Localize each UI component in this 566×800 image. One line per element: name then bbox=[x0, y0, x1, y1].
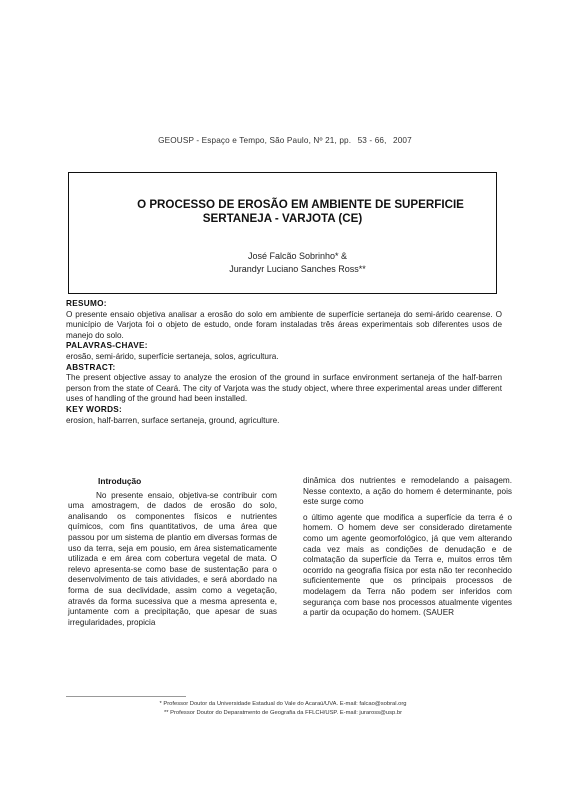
abstract-label: ABSTRACT: bbox=[66, 362, 116, 372]
keywords-label: KEY WORDS: bbox=[66, 404, 123, 414]
right-column bbox=[303, 476, 512, 619]
author-2: Jurandyr Luciano Sanches Ross** bbox=[229, 263, 366, 274]
section-title-introducao: Introdução bbox=[98, 476, 142, 486]
footnotes bbox=[0, 700, 566, 718]
palavras-chave-text: erosão, semi-árido, superfície sertaneja, solos, agricultura. bbox=[66, 351, 279, 361]
right-column-quote: o último agente que modifica a superfície da terra é o homem. O homem deve ser considerado diretamente como um agente geomorfológico, já que vem alterando cada vez mais as condições de denudação e de colmatação da superfície da Terra e, muitos erros têm ocorrido na geografia física por esta não ter reconhecido suficientemente que os principais processos de modelagem da Terra não podem ser inferidos com segurança com base nos processos atualmente vigentes a partir da ocupação do homem. (SAUER bbox=[303, 512, 512, 618]
keywords-text: erosion, half-barren, surface sertaneja, ground, agriculture. bbox=[66, 415, 280, 425]
footnote-1: * Professor Doutor da Universidade Estadual do Vale do Acaraú/UVA. E-mail: falcao@sobral.org bbox=[159, 701, 407, 707]
page-range: 53 - 66, bbox=[357, 136, 387, 145]
footnote-divider bbox=[66, 696, 186, 697]
footnote-2: ** Professor Doutor do Deparatmento de Geografia da FFLCH/USP. E-mail: juraross@usp.br bbox=[163, 710, 403, 716]
abstract-text: The present objective assay to analyze the erosion of the ground in surface environment sertaneja of the half-barren person from the state of Ceará. The city of Varjota was the study object, where three experimental areas under different uses of handling of the ground had been installed. bbox=[66, 373, 502, 404]
resumo-label: RESUMO: bbox=[66, 299, 107, 308]
left-column bbox=[68, 476, 277, 628]
palavras-chave-label: PALAVRAS-CHAVE: bbox=[66, 341, 148, 351]
title-box bbox=[68, 172, 497, 294]
title-line-1: O PROCESSO DE EROSÃO EM AMBIENTE DE SUPERFICIE bbox=[137, 198, 464, 211]
paper-title bbox=[69, 198, 496, 226]
abstract-block bbox=[66, 299, 502, 426]
publication-year: 2007 bbox=[393, 136, 412, 145]
right-column-paragraph-1: dinâmica dos nutrientes e remodelando a paisagem. Nesse contexto, a ação do homem é determinante, pois este surge como bbox=[303, 476, 512, 507]
author-1: José Falcão Sobrinho* & bbox=[247, 251, 348, 261]
author-list bbox=[69, 250, 496, 275]
journal-citation: GEOUSP - Espaço e Tempo, São Paulo, Nº 21, pp. bbox=[158, 136, 352, 145]
title-line-2: SERTANEJA - VARJOTA (CE) bbox=[202, 212, 363, 225]
resumo-text: O presente ensaio objetiva analisar a erosão do solo em ambiente de superfície sertaneja do semi-árido cearense. O município de Varjota foi o objeto de estudo, onde foram instaladas três áreas experimentais sob diferentes usos de manejo do solo. bbox=[66, 309, 502, 340]
journal-header bbox=[0, 136, 566, 145]
left-column-paragraph: No presente ensaio, objetiva-se contribuir com uma amostragem, de dados de erosão do solo, analisando os componentes físicos e nutrientes químicos, com fins quantitativos, de uma área que passou por um sistema de plantio em diversas formas de uso da terra, seja em pousio, em área sistematicamente utilizada e em área com cobertura vegetal de mata. O relevo apresenta-se como base de sustentação para o desenvolvimento de tais atividades, e será abordado na forma de sua declividade, assim como a vegetação, através da forma sucessiva que a mesma apresenta e, juntamente com a precipitação, que apesar de suas irregularidades, propicia bbox=[68, 490, 277, 627]
